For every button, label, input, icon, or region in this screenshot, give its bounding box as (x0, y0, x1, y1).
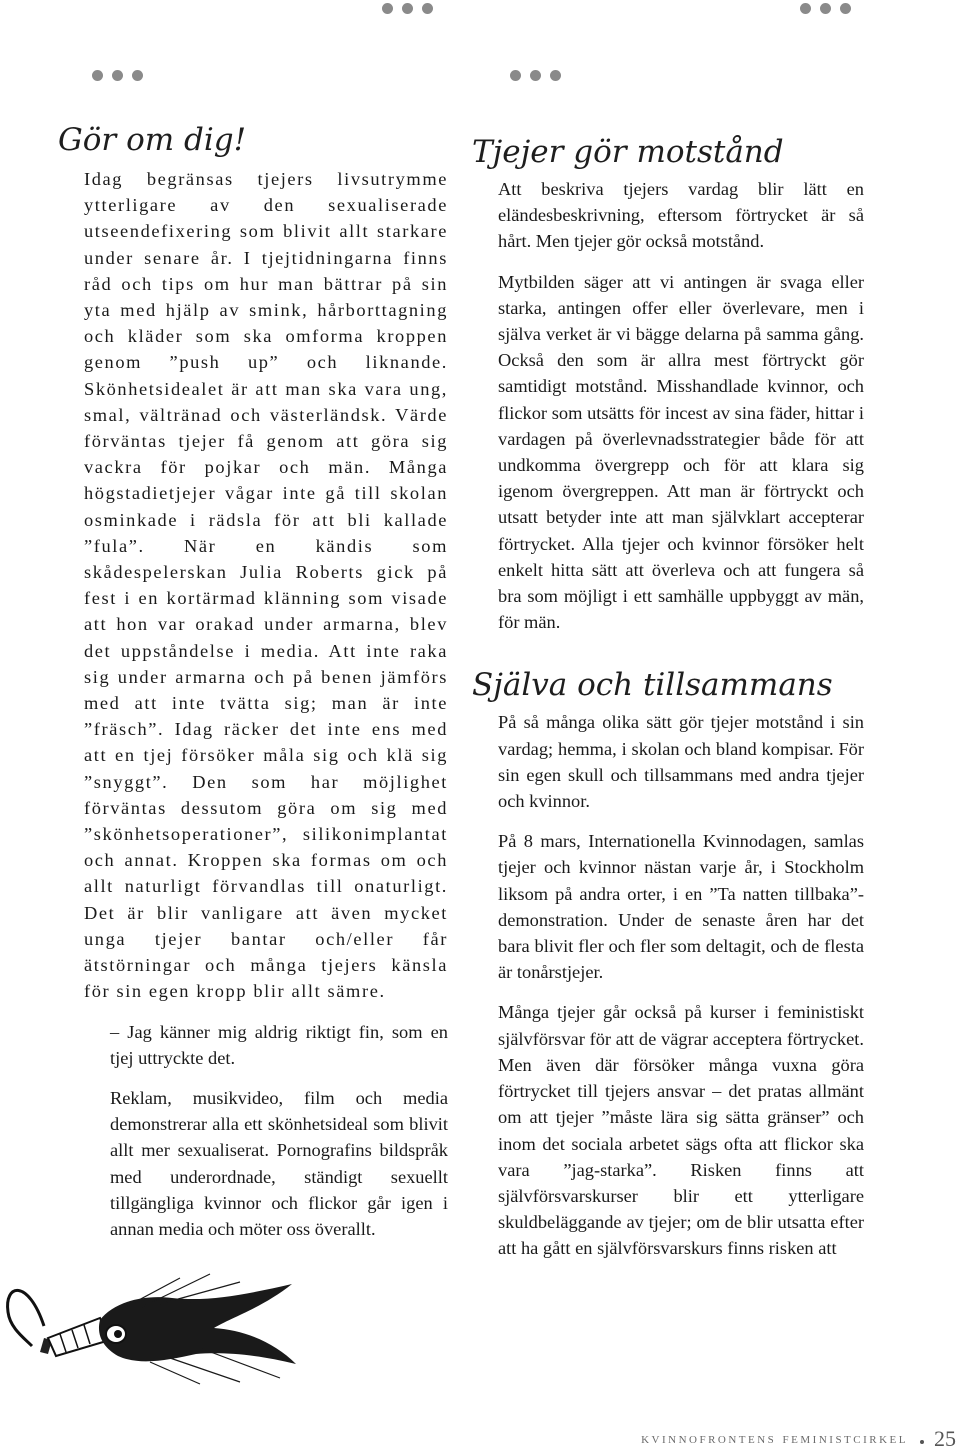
separator-dot-icon (920, 1440, 924, 1444)
dot-ornament-icon (510, 70, 561, 81)
section-heading-gor-om-dig: Gör om dig! (58, 122, 247, 158)
dot-ornament-icon (382, 3, 433, 14)
left-column (58, 120, 448, 1242)
publication-name: kvinnofrontens feministcirkel (641, 1431, 908, 1447)
page-footer (0, 1426, 960, 1452)
body-paragraph: Idag begränsas tjejers livsutrymme ytterligare av den sexualiserade utseendefixering som blivit allt starkare under senare år. I tjejtidningarna finns råd och tips om hur man bättrar på sin yta med hjälp av smink, hårborttagning och kläder som ska omforma kroppen genom ”push up” och liknande. Skönhetsidealet är att man ska vara ung, smal, vältränad och västerländsk. Värde förväntas tjejer få genom att göra sig vackra för pojkar och män. Många högstadietjejer vågar inte gå till skolan osminkade i rädsla för att bli kallade ”fula”. När en kändis som skådespelerskan Julia Roberts gick på fest i en kortärmad klänning som visade att hon var orakad under armarna, blev det uppståndelse i media. Att inte raka sig under armarna och på benen jämförs med att inte tvätta sig; man är inte ”fräsch”. Idag räcker det inte ens med att en tjej försöker måla sig och klä sig ”snyggt”. Den som har möjlighet förväntas dessutom göra om sig med ”skönhetsoperationer”, silikonimplantat och annat. Kroppen ska formas om och allt naturligt förvandlas till onaturligt. Det är blir vanligare att även mycket unga tjejer bantar och/eller får ätstörningar och många tjejers känsla för sin egen kropp blir allt sämre. (84, 169, 448, 1002)
dot-ornament-icon (92, 70, 143, 81)
body-paragraph: Att beskriva tjejers vardag blir lätt en eländesbeskrivning, eftersom förtrycket är så hårt. Men tjejer gör också motstånd. (498, 179, 864, 252)
page-number: 25 (934, 1426, 956, 1451)
section-heading-sjalva-och-tillsammans: Själva och tillsammans (472, 667, 833, 704)
quote-paragraph: – Jag känner mig aldrig riktigt fin, som en tjej uttryckte det. (110, 1021, 448, 1068)
feather-tassel-illustration (0, 1268, 300, 1386)
body-paragraph: På 8 mars, Internationella Kvinnodagen, samlas tjejer och kvinnor nästan varje år, i Stockholm liksom på andra orter, i en ”Ta natten tillbaka”-demonstration. Under de senaste åren har det bara blivit fler och fler som deltagit, och de flesta är tonårstjejer. (498, 831, 864, 983)
section-heading-tjejer-gor-motstand: Tjejer gör motstånd (472, 134, 784, 170)
body-paragraph: Många tjejer går också på kurser i feministiskt självförsvar för att de vägrar acceptera förtrycket. Men även där försöker många vuxna göra förtrycket till tjejers ansvar – det pratas allmänt om att tjejer ”måste lära sig sätta gränser” och inom det sociala arbetet sägs ofta att flickor ska vara ”jag-starka”. Risken finns att självförsvarskurser blir ett ytterligare skuldbeläggande av tjejer; om de blir utsatta efter att ha gått en självförsvarskurs finns risken att (498, 1002, 864, 1259)
body-paragraph: Mytbilden säger att vi antingen är svaga eller starka, antingen offer eller överlevare, men i själva verket är vi bägge delarna på samma gång. Också den som är allra mest förtryckt gör samtidigt motstånd. Misshandlade kvinnor, och flickor som utsätts för incest av sina fäder, hittar i vardagen på överlevnadsstrategier både för att undkomma övergrepp och för att klara sig igenom övergreppen. Att man är förtryckt och utsatt betyder inte att man självklart accepterar förtrycket. Alla tjejer och kvinnor försöker helt enkelt hitta sätt att överleva och att fungera så bra som möjligt i ett samhälle uppbyggt av män, för män. (498, 271, 864, 633)
right-column (472, 132, 864, 1262)
body-paragraph: På så många olika sätt gör tjejer motstånd i sin vardag; hemma, i skolan och bland kompisar. För sin egen skull och tillsammans med andra tjejer och kvinnor. (498, 712, 864, 812)
dot-ornament-icon (800, 3, 851, 14)
body-paragraph: Reklam, musikvideo, film och media demonstrerar alla ett skönhetsideal som blivit allt mer sexualiserat. Pornografins bildspråk med underordnade, ständigt sexuellt tillgängliga kvinnor och flickor går igen i annan media och möter oss överallt. (110, 1087, 448, 1239)
